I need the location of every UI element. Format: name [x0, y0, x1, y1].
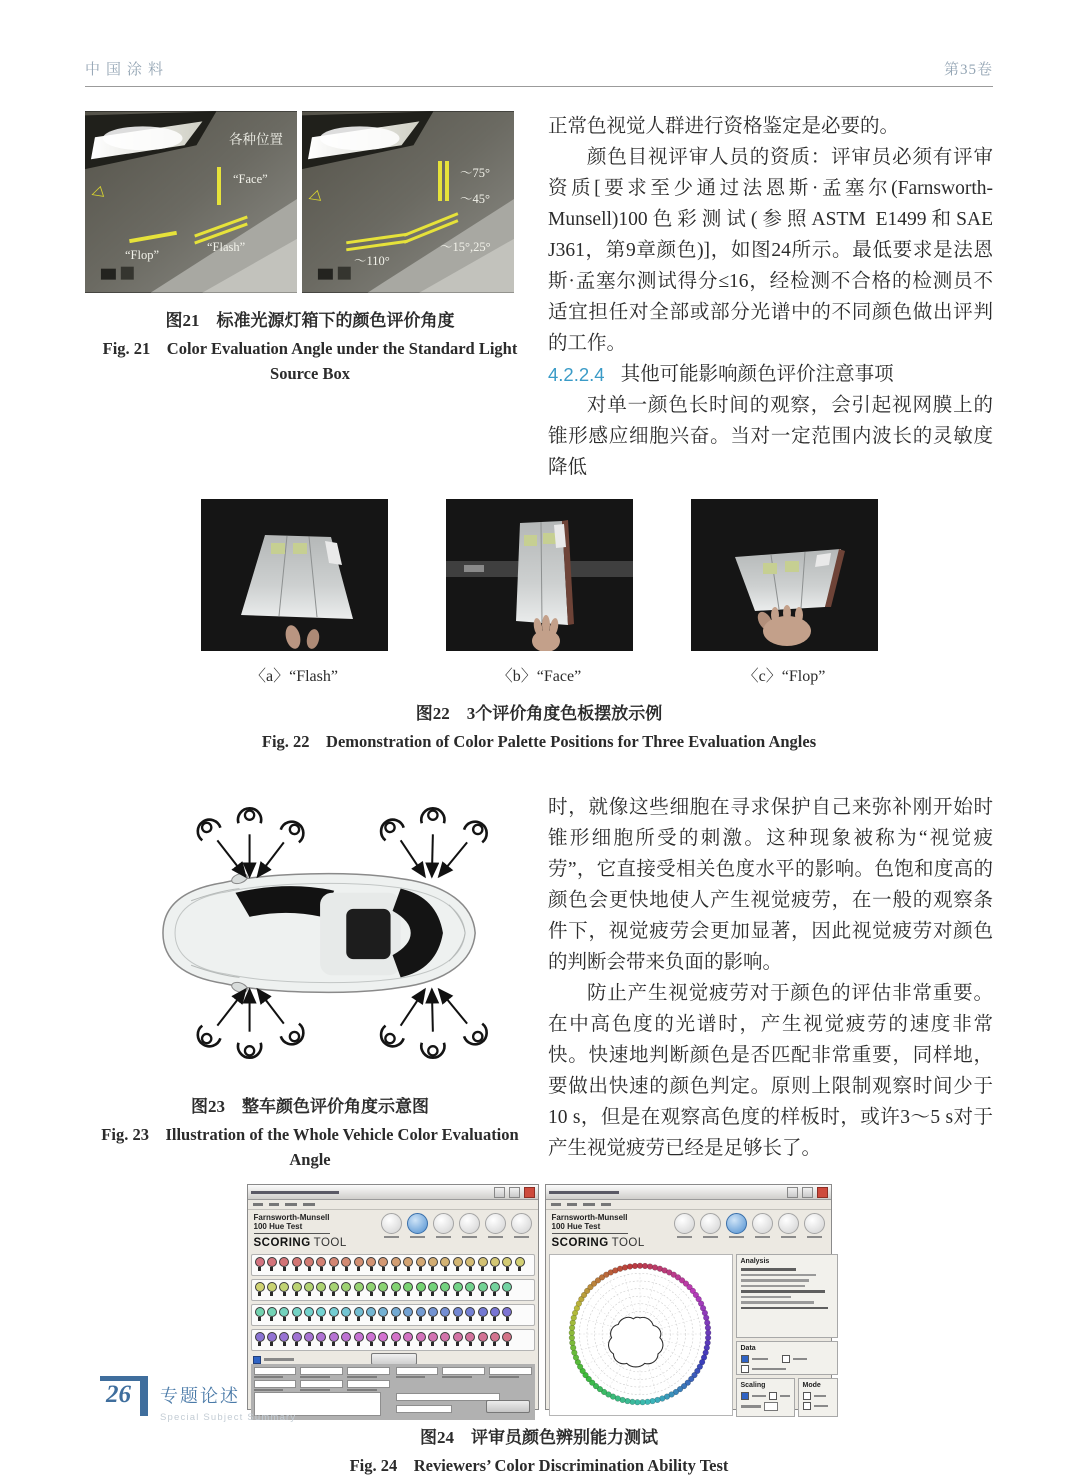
figure-24 — [85, 1184, 993, 1478]
help-icon — [804, 1213, 825, 1234]
page-number-box — [100, 1376, 148, 1416]
rearrange-icon — [700, 1213, 721, 1234]
angle-75-label: ～75° — [460, 166, 490, 180]
checkbox-icon — [253, 1356, 261, 1364]
observer-group-top-left — [193, 808, 308, 876]
checkbox-icon — [769, 1392, 777, 1400]
fig22-sublabel-c: 〈c〉“Flop” — [742, 668, 826, 685]
error-score-contour — [608, 1317, 662, 1367]
fig21-caption-zh: 图21 标准光源灯箱下的颜色评价角度 — [165, 311, 455, 330]
color-cap-trays — [251, 1254, 535, 1351]
fig22-photo-flop — [691, 499, 878, 686]
form-right — [396, 1367, 532, 1417]
angle-mark-75b — [445, 161, 449, 201]
volume-label: 第35卷 — [943, 62, 993, 78]
window-titlebar — [248, 1185, 538, 1200]
figure-23 — [85, 792, 535, 1172]
flash-label: “Flash” — [207, 240, 246, 254]
scaling-label: Scaling — [740, 1382, 766, 1389]
rearrange-icon — [407, 1213, 428, 1234]
fig22-sublabel-b: 〈b〉“Face” — [496, 668, 582, 685]
footer-section-en: Special Subject Summary — [160, 1412, 297, 1423]
print-icon — [485, 1213, 506, 1234]
toolbar-icons — [381, 1213, 532, 1249]
fig21-photo-left — [85, 111, 297, 293]
eye-icon: ◁ — [305, 187, 322, 207]
angle-45-label: ～45° — [460, 192, 490, 206]
test-name — [552, 1213, 628, 1234]
minimize-icon — [787, 1187, 798, 1198]
report-icon — [459, 1213, 480, 1234]
checkbox-icon — [741, 1365, 749, 1373]
observer-group-bottom-left — [193, 989, 308, 1057]
data-label: Data — [740, 1345, 756, 1352]
chart-sidebar — [736, 1254, 838, 1417]
menu-bar — [546, 1200, 831, 1210]
app-header — [248, 1210, 538, 1251]
app-header — [546, 1210, 831, 1251]
help-icon — [511, 1213, 532, 1234]
vehicle-topview-diagram — [98, 792, 522, 1074]
scoring-tool-chart-window — [545, 1184, 832, 1410]
fig22-caption-zh: 图22 3个评价角度色板摆放示例 — [415, 704, 663, 723]
fig24-caption-en: Fig. 24 Reviewers’ Color Discrimination Ability Test — [349, 1456, 729, 1475]
chart-body — [549, 1254, 828, 1417]
print-icon — [778, 1213, 799, 1234]
radio-icon — [803, 1402, 811, 1410]
data-panel — [736, 1341, 838, 1375]
test-name-line2: 100 Hue Test — [253, 1222, 303, 1231]
angle-110-label: ～110° — [354, 254, 390, 268]
analyze-icon — [433, 1213, 454, 1234]
fig21-photo-right — [302, 111, 514, 293]
start-icon — [381, 1213, 402, 1234]
scoring-rest: TOOL — [313, 1237, 347, 1249]
scaling-panel — [736, 1378, 795, 1417]
checkbox-icon — [741, 1355, 749, 1363]
test-name-line2: 100 Hue Test — [551, 1222, 601, 1231]
observer-group-top-right — [377, 808, 492, 876]
journal-name: 中国涂料 — [85, 62, 170, 78]
fig23-caption-zh: 图23 整车颜色评价角度示意图 — [191, 1097, 429, 1116]
fig21-caption-en-line2: Source Box — [270, 364, 350, 383]
fig22-photo-face — [446, 499, 633, 686]
test-name — [254, 1213, 330, 1234]
fig23-caption — [85, 1092, 535, 1172]
scoring-bold: SCORING — [253, 1237, 311, 1249]
fig23-caption-en-line1: Fig. 23 Illustration of the Whole Vehicle Color Evaluation — [101, 1125, 519, 1144]
test-name-line1: Farnsworth-Munsell — [551, 1213, 628, 1222]
paragraph: 对单一颜色长时间的观察，会引起视网膜上的锥形感应细胞兴奋。当对一定范围内波长的灵敏度降低 — [548, 395, 993, 478]
positions-label: 各种位置 — [229, 132, 283, 147]
journal-header — [85, 58, 993, 87]
page-number: 26 — [106, 1381, 131, 1408]
close-icon — [817, 1187, 828, 1198]
page-footer — [100, 1376, 296, 1423]
angle-mark-75a — [438, 161, 442, 201]
fig22-caption-en: Fig. 22 Demonstration of Color Palette Positions for Three Evaluation Angles — [261, 732, 817, 751]
fig21-photos — [85, 111, 535, 293]
fig22-photo-flash — [201, 499, 388, 686]
observer-group-bottom-right — [377, 989, 492, 1057]
body-text-mid — [548, 792, 993, 1172]
analyze-icon — [726, 1213, 747, 1234]
hue-circle-chart — [549, 1254, 733, 1416]
fig22-photos — [85, 499, 993, 686]
analysis-panel — [736, 1254, 838, 1338]
scoring-bold: SCORING — [551, 1237, 609, 1249]
maximize-icon — [509, 1187, 520, 1198]
fig23-caption-en — [85, 1122, 535, 1172]
row-fig23-text — [85, 792, 993, 1172]
options-row — [251, 1354, 535, 1364]
toolbar-icons — [674, 1213, 825, 1249]
form-field-small — [396, 1405, 452, 1413]
section-heading — [548, 359, 993, 390]
flop-label: “Flop” — [125, 248, 160, 262]
paragraph: 颜色目视评审人员的资质：评审员必须有评审资质[要求至少通过法恩斯·孟塞尔(Farnsworth-Munsell)100色彩测试(参照ASTM E1499和SAE J361，第9章颜色)]，如图24所示。最低要求是法恩斯·孟塞尔测试得分≤16，经检测不合格的检测员不适宜担任对全部或部分光谱中的不同颜色做出评判的工作。 — [548, 147, 993, 354]
fig22-sublabel-a: 〈a〉“Flash” — [250, 668, 338, 685]
mode-label: Mode — [802, 1382, 821, 1389]
titlebar-text-placeholder — [251, 1191, 339, 1194]
close-icon — [524, 1187, 535, 1198]
palette-flash-image — [201, 499, 388, 651]
report-icon — [752, 1213, 773, 1234]
fig23-caption-en-line2: Angle — [289, 1150, 331, 1169]
radio-icon — [803, 1392, 811, 1400]
face-label: “Face” — [233, 172, 268, 186]
eye-icon: ◁ — [88, 183, 105, 203]
paragraph: 时，就像这些细胞在寻求保护自己来弥补刚开始时锥形细胞所受的刺激。这种现象被称为“视觉疲劳”，它直接受相关色度水平的影响。色饱和度高的颜色会更快地使人产生视觉疲劳，在一般的观察条件下，视觉疲劳会更加显著，因此视觉疲劳对颜色的判断会带来负面的影响。 — [548, 797, 993, 973]
fig21-caption — [85, 306, 535, 386]
fig23-illustration — [85, 792, 535, 1079]
section-title: 其他可能影响颜色评价注意事项 — [620, 364, 894, 385]
window-titlebar — [546, 1185, 831, 1200]
palette-flop-image — [691, 499, 878, 651]
fig24-caption — [85, 1423, 993, 1478]
checkbox-label-placeholder — [264, 1358, 294, 1361]
palette-face-image — [446, 499, 633, 651]
minimize-icon — [494, 1187, 505, 1198]
angle-1525-label: ～15°,25° — [440, 240, 491, 254]
test-name-line1: Farnsworth-Munsell — [253, 1213, 330, 1222]
form-field-wide — [396, 1393, 500, 1401]
maximize-icon — [802, 1187, 813, 1198]
scoring-tool-label — [552, 1237, 645, 1249]
figure-22 — [85, 499, 993, 754]
scale-input — [764, 1402, 778, 1411]
options-row — [736, 1378, 838, 1417]
titlebar-text-placeholder — [549, 1191, 619, 1194]
row-fig21-text — [85, 111, 993, 483]
face-mark — [217, 167, 221, 205]
footer-section-zh: 专题论述 — [160, 1386, 240, 1406]
paragraph: 正常色视觉人群进行资格鉴定是必要的。 — [548, 116, 900, 137]
fig22-caption — [85, 699, 993, 754]
fig21-caption-en — [85, 336, 535, 386]
scoring-rest: TOOL — [611, 1237, 645, 1249]
submit-button — [486, 1400, 530, 1413]
section-number: 4.2.2.4 — [548, 364, 605, 385]
paragraph: 防止产生视觉疲劳对于颜色的评估非常重要。在中高色度的光谱时，产生视觉疲劳的速度非常快。快速地判断颜色是否匹配非常重要，同样地，要做出快速的颜色判定。原则上限制观察时间少于10 s，但是在观察高色度的样板时，或许3～5 s对于产生视觉疲劳已经是足够长了。 — [548, 983, 993, 1159]
fig21-caption-en-line1: Fig. 21 Color Evaluation Angle under the Standard Light — [102, 339, 518, 358]
polar-hue-plot — [550, 1255, 730, 1413]
analysis-label: Analysis — [740, 1258, 770, 1265]
start-icon — [674, 1213, 695, 1234]
body-text-top — [548, 111, 993, 483]
figure-21 — [85, 111, 535, 483]
scoring-tool-label — [254, 1237, 347, 1249]
mode-panel — [798, 1378, 838, 1417]
checkbox-icon — [741, 1392, 749, 1400]
checkbox-icon — [782, 1355, 790, 1363]
fig24-caption-zh: 图24 评审员颜色辨别能力测试 — [420, 1428, 658, 1447]
menu-bar — [248, 1200, 538, 1210]
